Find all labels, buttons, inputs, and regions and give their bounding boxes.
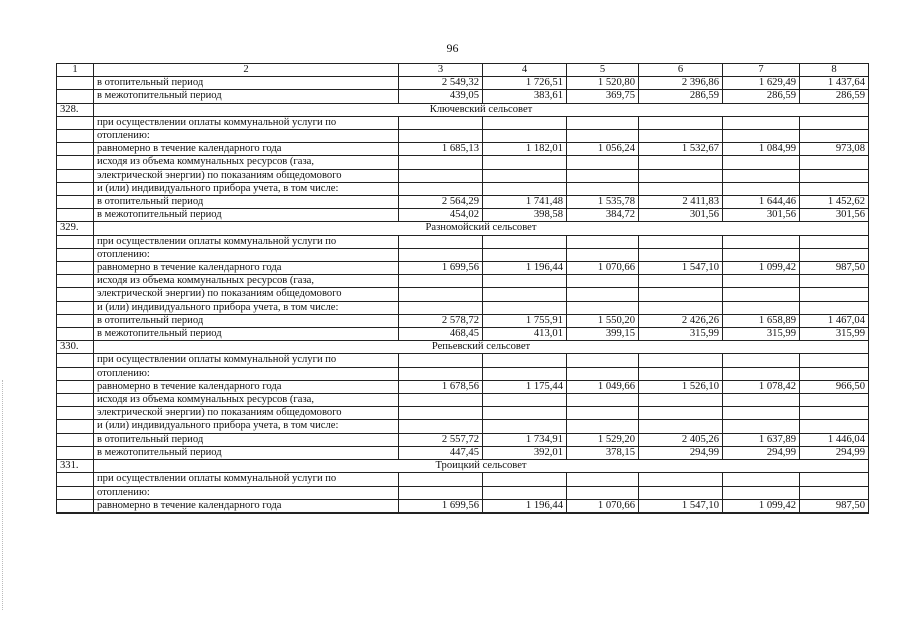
row-label-cell: равномерно в течение календарного года [94,143,399,156]
section-title-cell: Ключевский сельсовет [94,103,869,116]
row-index-cell [57,512,94,513]
table-row [57,512,869,513]
value-cell [399,182,483,195]
value-cell: 468,45 [399,328,483,341]
value-cell [723,407,800,420]
value-cell: 447,45 [399,446,483,459]
row-label-cell: отоплению: [94,367,399,380]
value-cell: 987,50 [800,262,869,275]
value-cell [723,420,800,433]
value-cell [483,512,567,513]
value-cell [639,275,723,288]
value-cell: 1 532,67 [639,143,723,156]
value-cell: 1 637,89 [723,433,800,446]
value-cell [483,407,567,420]
table-row [57,460,869,473]
row-label-cell: и (или) индивидуального прибора учета, в том числе: [94,182,399,195]
value-cell [567,512,639,513]
value-cell [723,512,800,513]
value-cell: 1 755,91 [483,314,567,327]
value-cell [567,420,639,433]
header-cell: 5 [567,64,639,77]
value-cell: 1 658,89 [723,314,800,327]
section-title-cell: Разномойский сельсовет [94,222,869,235]
header-cell: 3 [399,64,483,77]
value-cell [800,301,869,314]
value-cell [567,169,639,182]
value-cell [567,473,639,486]
value-cell: 966,50 [800,380,869,393]
value-cell: 2 557,72 [399,433,483,446]
value-cell [800,512,869,513]
row-index-cell [57,248,94,261]
value-cell [399,486,483,499]
value-cell [800,288,869,301]
value-cell [800,116,869,129]
header-cell: 8 [800,64,869,77]
table-row [57,354,869,367]
row-label-cell: электрической энергии) по показаниям общедомового [94,288,399,301]
value-cell [639,288,723,301]
row-label-cell: при осуществлении оплаты коммунальной услуги по [94,235,399,248]
row-index-cell [57,328,94,341]
value-cell [800,182,869,195]
value-cell: 2 578,72 [399,314,483,327]
row-label-cell: в отопительный период [94,314,399,327]
row-label-cell: и (или) индивидуального прибора учета, в том числе: [94,420,399,433]
section-title-cell: Репьевский сельсовет [94,341,869,354]
row-index-cell [57,314,94,327]
value-cell [483,169,567,182]
value-cell: 2 549,32 [399,77,483,90]
table-row [57,235,869,248]
value-cell: 1 056,24 [567,143,639,156]
value-cell: 973,08 [800,143,869,156]
row-label-cell: равномерно в течение календарного года [94,499,399,512]
row-label-cell: электрической энергии) по показаниям общедомового [94,169,399,182]
table-row [57,420,869,433]
value-cell: 1 535,78 [567,196,639,209]
value-cell: 1 099,42 [723,262,800,275]
value-cell [723,275,800,288]
value-cell: 286,59 [723,90,800,103]
row-label-cell [94,512,399,513]
row-label-cell: в отопительный период [94,433,399,446]
value-cell [483,116,567,129]
row-label-cell: в межотопительный период [94,90,399,103]
value-cell [639,420,723,433]
value-cell [399,248,483,261]
value-cell: 378,15 [567,446,639,459]
table-row [57,301,869,314]
value-cell [399,354,483,367]
value-cell [639,116,723,129]
table-row [57,328,869,341]
value-cell: 1 520,80 [567,77,639,90]
table-row [57,182,869,195]
row-label-cell: в отопительный период [94,77,399,90]
value-cell [723,169,800,182]
header-cell: 1 [57,64,94,77]
table-row [57,222,869,235]
value-cell: 315,99 [723,328,800,341]
value-cell [639,367,723,380]
row-label-cell: в отопительный период [94,196,399,209]
value-cell: 454,02 [399,209,483,222]
table-row [57,262,869,275]
value-cell [800,156,869,169]
row-index-cell [57,169,94,182]
table-row [57,367,869,380]
value-cell: 2 405,26 [639,433,723,446]
row-index-cell [57,420,94,433]
value-cell [399,116,483,129]
table-row [57,77,869,90]
value-cell: 301,56 [723,209,800,222]
row-index-cell [57,143,94,156]
value-cell [639,182,723,195]
value-cell [399,235,483,248]
value-cell [399,169,483,182]
value-cell [800,169,869,182]
value-cell: 1 547,10 [639,262,723,275]
margin-dots [2,380,6,610]
row-label-cell: равномерно в течение календарного года [94,380,399,393]
row-index-cell [57,499,94,512]
value-cell [483,182,567,195]
value-cell [639,473,723,486]
header-row [57,64,869,77]
row-label-cell: при осуществлении оплаты коммунальной услуги по [94,473,399,486]
value-cell [723,182,800,195]
value-cell [800,354,869,367]
value-cell: 1 526,10 [639,380,723,393]
value-cell: 1 070,66 [567,262,639,275]
value-cell: 286,59 [800,90,869,103]
value-cell [567,288,639,301]
value-cell: 315,99 [639,328,723,341]
row-index-cell: 328. [57,103,94,116]
value-cell: 1 175,44 [483,380,567,393]
value-cell [639,486,723,499]
value-cell [567,235,639,248]
table-row [57,156,869,169]
value-cell [723,473,800,486]
row-index-cell [57,433,94,446]
row-index-cell [57,473,94,486]
value-cell [567,248,639,261]
table-row [57,209,869,222]
value-cell [567,407,639,420]
row-label-cell: электрической энергии) по показаниям общедомового [94,407,399,420]
value-cell: 1 437,64 [800,77,869,90]
value-cell [639,169,723,182]
value-cell [399,367,483,380]
value-cell: 1 446,04 [800,433,869,446]
value-cell: 1 644,46 [723,196,800,209]
value-cell [639,130,723,143]
value-cell [723,394,800,407]
value-cell [399,407,483,420]
row-index-cell [57,209,94,222]
row-index-cell [57,354,94,367]
value-cell: 1 196,44 [483,499,567,512]
row-index-cell [57,486,94,499]
table-row [57,288,869,301]
table-row [57,380,869,393]
header-cell: 6 [639,64,723,77]
value-cell [483,130,567,143]
value-cell [800,248,869,261]
table-row [57,473,869,486]
value-cell [800,367,869,380]
value-cell: 2 396,86 [639,77,723,90]
value-cell [483,288,567,301]
value-cell [399,420,483,433]
row-index-cell [57,235,94,248]
row-label-cell: отоплению: [94,486,399,499]
value-cell [723,354,800,367]
value-cell: 1 196,44 [483,262,567,275]
value-cell [399,473,483,486]
value-cell: 1 529,20 [567,433,639,446]
value-cell [639,512,723,513]
row-index-cell [57,446,94,459]
value-cell: 1 070,66 [567,499,639,512]
table-row [57,499,869,512]
table-row [57,116,869,129]
value-cell: 384,72 [567,209,639,222]
value-cell: 2 411,83 [639,196,723,209]
value-cell [399,130,483,143]
value-cell [483,367,567,380]
value-cell: 1 078,42 [723,380,800,393]
value-cell [567,130,639,143]
value-cell [639,301,723,314]
row-index-cell [57,90,94,103]
tariff-table [56,63,869,514]
row-index-cell [57,301,94,314]
value-cell: 294,99 [800,446,869,459]
table-row [57,433,869,446]
value-cell [483,156,567,169]
row-index-cell [57,130,94,143]
row-label-cell: в межотопительный период [94,209,399,222]
value-cell [723,486,800,499]
value-cell: 1 734,91 [483,433,567,446]
row-label-cell: отоплению: [94,130,399,143]
value-cell [800,130,869,143]
table-row [57,169,869,182]
value-cell: 294,99 [723,446,800,459]
row-label-cell: исходя из объема коммунальных ресурсов (газа, [94,394,399,407]
value-cell: 301,56 [800,209,869,222]
value-cell: 439,05 [399,90,483,103]
row-index-cell [57,367,94,380]
value-cell [567,367,639,380]
value-cell: 1 467,04 [800,314,869,327]
table-row [57,90,869,103]
value-cell [639,394,723,407]
row-index-cell [57,156,94,169]
row-index-cell [57,394,94,407]
value-cell [483,354,567,367]
value-cell: 369,75 [567,90,639,103]
table-row [57,446,869,459]
value-cell [800,407,869,420]
value-cell [483,473,567,486]
row-index-cell [57,77,94,90]
value-cell: 1 699,56 [399,262,483,275]
row-index-cell [57,196,94,209]
value-cell [723,156,800,169]
value-cell [399,275,483,288]
header-cell: 7 [723,64,800,77]
value-cell: 383,61 [483,90,567,103]
value-cell: 1 699,56 [399,499,483,512]
table-row [57,341,869,354]
row-index-cell [57,262,94,275]
row-index-cell [57,380,94,393]
page-number: 96 [446,41,459,55]
value-cell: 1 547,10 [639,499,723,512]
value-cell [399,288,483,301]
value-cell [723,248,800,261]
value-cell: 315,99 [800,328,869,341]
value-cell [567,354,639,367]
row-label-cell: и (или) индивидуального прибора учета, в том числе: [94,301,399,314]
value-cell: 1 741,48 [483,196,567,209]
row-index-cell: 329. [57,222,94,235]
value-cell: 294,99 [639,446,723,459]
table-row [57,196,869,209]
value-cell [483,275,567,288]
table-row [57,314,869,327]
row-label-cell: при осуществлении оплаты коммунальной услуги по [94,354,399,367]
value-cell [567,301,639,314]
value-cell [567,182,639,195]
header-cell: 4 [483,64,567,77]
value-cell [567,394,639,407]
value-cell [800,275,869,288]
value-cell: 1 726,51 [483,77,567,90]
value-cell [723,288,800,301]
value-cell [723,116,800,129]
value-cell [639,248,723,261]
value-cell: 399,15 [567,328,639,341]
value-cell [800,394,869,407]
value-cell: 1 685,13 [399,143,483,156]
value-cell: 1 678,56 [399,380,483,393]
row-label-cell: исходя из объема коммунальных ресурсов (газа, [94,275,399,288]
row-index-cell: 331. [57,460,94,473]
value-cell [483,235,567,248]
table-row [57,275,869,288]
row-label-cell: при осуществлении оплаты коммунальной услуги по [94,116,399,129]
row-label-cell: отоплению: [94,248,399,261]
value-cell: 987,50 [800,499,869,512]
row-label-cell: в межотопительный период [94,328,399,341]
value-cell: 1 629,49 [723,77,800,90]
value-cell [723,130,800,143]
value-cell: 1 452,62 [800,196,869,209]
value-cell [723,367,800,380]
value-cell: 398,58 [483,209,567,222]
value-cell: 1 084,99 [723,143,800,156]
value-cell: 1 182,01 [483,143,567,156]
value-cell: 392,01 [483,446,567,459]
table-row [57,143,869,156]
value-cell [800,473,869,486]
row-index-cell [57,116,94,129]
row-index-cell [57,182,94,195]
value-cell [483,248,567,261]
section-title-cell: Троицкий сельсовет [94,460,869,473]
value-cell: 286,59 [639,90,723,103]
value-cell [639,354,723,367]
value-cell [800,486,869,499]
value-cell: 1 550,20 [567,314,639,327]
value-cell [800,235,869,248]
value-cell [399,512,483,513]
value-cell [399,301,483,314]
row-index-cell [57,407,94,420]
value-cell: 413,01 [483,328,567,341]
row-label-cell: в межотопительный период [94,446,399,459]
value-cell [723,235,800,248]
header-cell: 2 [94,64,399,77]
value-cell [483,486,567,499]
value-cell [567,275,639,288]
row-index-cell [57,288,94,301]
value-cell [483,394,567,407]
value-cell: 301,56 [639,209,723,222]
value-cell [483,420,567,433]
value-cell: 2 564,29 [399,196,483,209]
value-cell: 1 099,42 [723,499,800,512]
value-cell [800,420,869,433]
value-cell [567,156,639,169]
table-row [57,130,869,143]
row-index-cell: 330. [57,341,94,354]
value-cell [567,116,639,129]
value-cell [723,301,800,314]
value-cell: 1 049,66 [567,380,639,393]
table-row [57,486,869,499]
table-row [57,103,869,116]
value-cell [567,486,639,499]
value-cell [639,156,723,169]
value-cell [639,235,723,248]
table-row [57,248,869,261]
value-cell [399,394,483,407]
table-body [57,77,869,514]
row-label-cell: исходя из объема коммунальных ресурсов (газа, [94,156,399,169]
value-cell [483,301,567,314]
row-label-cell: равномерно в течение календарного года [94,262,399,275]
row-index-cell [57,275,94,288]
table-row [57,407,869,420]
value-cell [639,407,723,420]
value-cell [399,156,483,169]
value-cell: 2 426,26 [639,314,723,327]
table-row [57,394,869,407]
